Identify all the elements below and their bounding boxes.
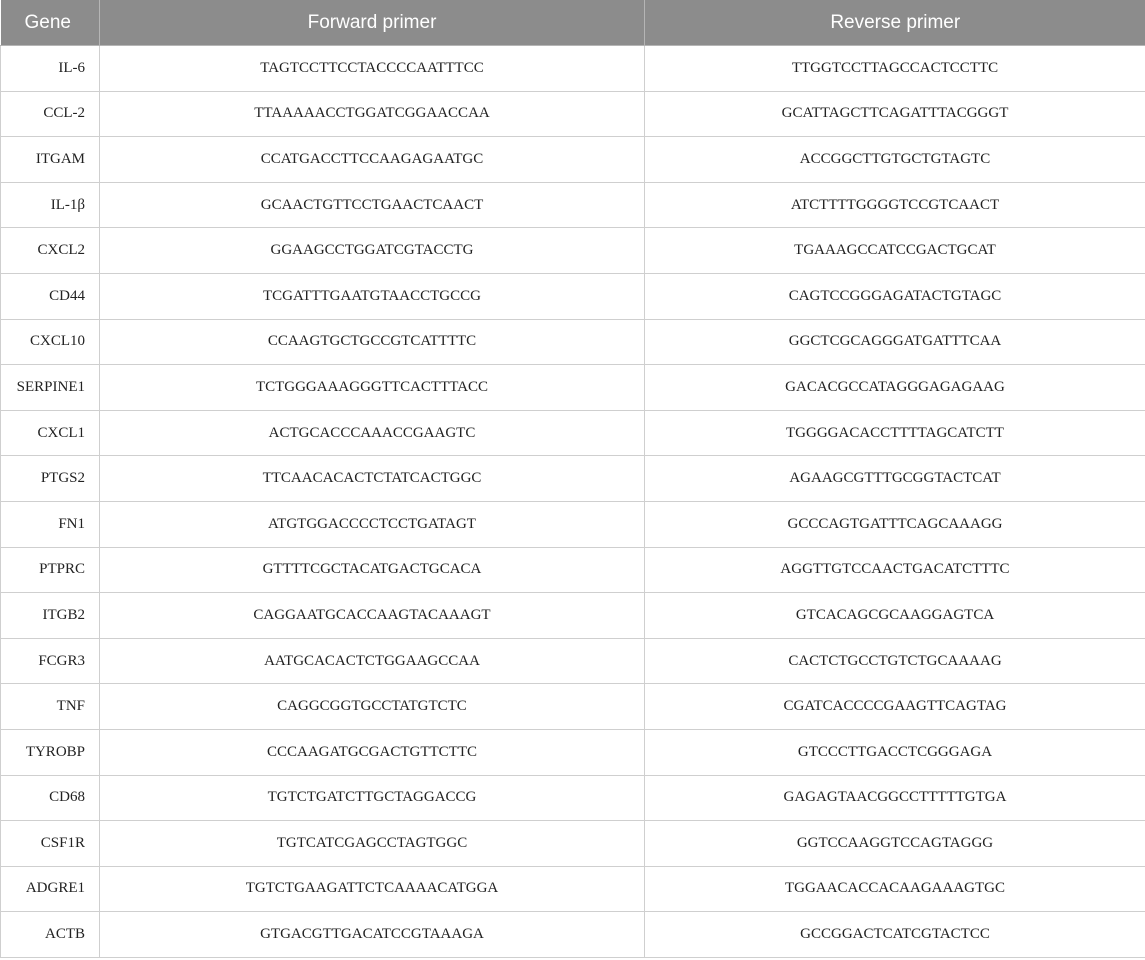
table-row: [1, 912, 1145, 958]
forward-primer-cell: CCATGACCTTCCAAGAGAATGC: [100, 137, 645, 183]
reverse-primer-cell: GACACGCCATAGGGAGAGAAG: [645, 365, 1145, 411]
forward-primer-cell: TGTCTGAAGATTCTCAAAACATGGA: [100, 866, 645, 912]
gene-cell: IL-6: [1, 46, 100, 92]
forward-primer-cell: TTCAACACACTCTATCACTGGC: [100, 456, 645, 502]
forward-primer-cell: CCAAGTGCTGCCGTCATTTTC: [100, 319, 645, 365]
gene-cell: TNF: [1, 684, 100, 730]
forward-primer-cell: TCTGGGAAAGGGTTCACTTTACC: [100, 365, 645, 411]
reverse-primer-cell: CAGTCCGGGAGATACTGTAGC: [645, 273, 1145, 319]
gene-cell: CCL-2: [1, 91, 100, 137]
header-reverse-primer: Reverse primer: [645, 0, 1145, 46]
gene-cell: ITGAM: [1, 137, 100, 183]
reverse-primer-cell: AGGTTGTCCAACTGACATCTTTC: [645, 547, 1145, 593]
table-row: [1, 319, 1145, 365]
gene-cell: CD68: [1, 775, 100, 821]
reverse-primer-cell: TTGGTCCTTAGCCACTCCTTC: [645, 46, 1145, 92]
table-row: [1, 821, 1145, 867]
table-row: [1, 365, 1145, 411]
table-body: [1, 46, 1145, 958]
reverse-primer-cell: CGATCACCCCGAAGTTCAGTAG: [645, 684, 1145, 730]
table-row: [1, 46, 1145, 92]
gene-cell: CD44: [1, 273, 100, 319]
table-row: [1, 410, 1145, 456]
forward-primer-cell: GTGACGTTGACATCCGTAAAGA: [100, 912, 645, 958]
reverse-primer-cell: GTCCCTTGACCTCGGGAGA: [645, 729, 1145, 775]
forward-primer-cell: TCGATTTGAATGTAACCTGCCG: [100, 273, 645, 319]
forward-primer-cell: CCCAAGATGCGACTGTTCTTC: [100, 729, 645, 775]
table-header: [1, 0, 1145, 46]
reverse-primer-cell: GCATTAGCTTCAGATTTACGGGT: [645, 91, 1145, 137]
forward-primer-cell: ACTGCACCCAAACCGAAGTC: [100, 410, 645, 456]
forward-primer-cell: TGTCTGATCTTGCTAGGACCG: [100, 775, 645, 821]
gene-cell: TYROBP: [1, 729, 100, 775]
table-row: [1, 547, 1145, 593]
table-row: [1, 91, 1145, 137]
gene-cell: ITGB2: [1, 593, 100, 639]
reverse-primer-cell: TGAAAGCCATCCGACTGCAT: [645, 228, 1145, 274]
gene-cell: SERPINE1: [1, 365, 100, 411]
table-row: [1, 182, 1145, 228]
table-row: [1, 775, 1145, 821]
reverse-primer-cell: TGGGGACACCTTTTAGCATCTT: [645, 410, 1145, 456]
forward-primer-cell: GGAAGCCTGGATCGTACCTG: [100, 228, 645, 274]
gene-cell: FCGR3: [1, 638, 100, 684]
table-row: [1, 228, 1145, 274]
header-gene: Gene: [1, 0, 100, 46]
reverse-primer-cell: GCCCAGTGATTTCAGCAAAGG: [645, 501, 1145, 547]
reverse-primer-cell: GCCGGACTCATCGTACTCC: [645, 912, 1145, 958]
gene-cell: PTGS2: [1, 456, 100, 502]
gene-cell: ADGRE1: [1, 866, 100, 912]
forward-primer-cell: AATGCACACTCTGGAAGCCAA: [100, 638, 645, 684]
table-row: [1, 866, 1145, 912]
table-row: [1, 501, 1145, 547]
table-row: [1, 137, 1145, 183]
forward-primer-cell: ATGTGGACCCCTCCTGATAGT: [100, 501, 645, 547]
reverse-primer-cell: GGTCCAAGGTCCAGTAGGG: [645, 821, 1145, 867]
reverse-primer-cell: GAGAGTAACGGCCTTTTTGTGA: [645, 775, 1145, 821]
table-row: [1, 593, 1145, 639]
reverse-primer-cell: ATCTTTTGGGGTCCGTCAACT: [645, 182, 1145, 228]
reverse-primer-cell: GTCACAGCGCAAGGAGTCA: [645, 593, 1145, 639]
table-row: [1, 456, 1145, 502]
gene-cell: ACTB: [1, 912, 100, 958]
table-row: [1, 638, 1145, 684]
table-row: [1, 273, 1145, 319]
forward-primer-cell: TTAAAAACCTGGATCGGAACCAA: [100, 91, 645, 137]
forward-primer-cell: CAGGCGGTGCCTATGTCTC: [100, 684, 645, 730]
gene-cell: CSF1R: [1, 821, 100, 867]
forward-primer-cell: CAGGAATGCACCAAGTACAAAGT: [100, 593, 645, 639]
header-row: [1, 0, 1145, 46]
reverse-primer-cell: GGCTCGCAGGGATGATTTCAA: [645, 319, 1145, 365]
reverse-primer-cell: AGAAGCGTTTGCGGTACTCAT: [645, 456, 1145, 502]
gene-cell: CXCL10: [1, 319, 100, 365]
reverse-primer-cell: TGGAACACCACAAGAAAGTGC: [645, 866, 1145, 912]
gene-cell: IL-1β: [1, 182, 100, 228]
table-row: [1, 684, 1145, 730]
gene-cell: CXCL2: [1, 228, 100, 274]
table-row: [1, 729, 1145, 775]
gene-cell: PTPRC: [1, 547, 100, 593]
reverse-primer-cell: ACCGGCTTGTGCTGTAGTC: [645, 137, 1145, 183]
forward-primer-cell: GTTTTCGCTACATGACTGCACA: [100, 547, 645, 593]
forward-primer-cell: TAGTCCTTCCTACCCCAATTTCC: [100, 46, 645, 92]
forward-primer-cell: TGTCATCGAGCCTAGTGGC: [100, 821, 645, 867]
header-forward-primer: Forward primer: [100, 0, 645, 46]
gene-cell: CXCL1: [1, 410, 100, 456]
gene-cell: FN1: [1, 501, 100, 547]
reverse-primer-cell: CACTCTGCCTGTCTGCAAAAG: [645, 638, 1145, 684]
forward-primer-cell: GCAACTGTTCCTGAACTCAACT: [100, 182, 645, 228]
